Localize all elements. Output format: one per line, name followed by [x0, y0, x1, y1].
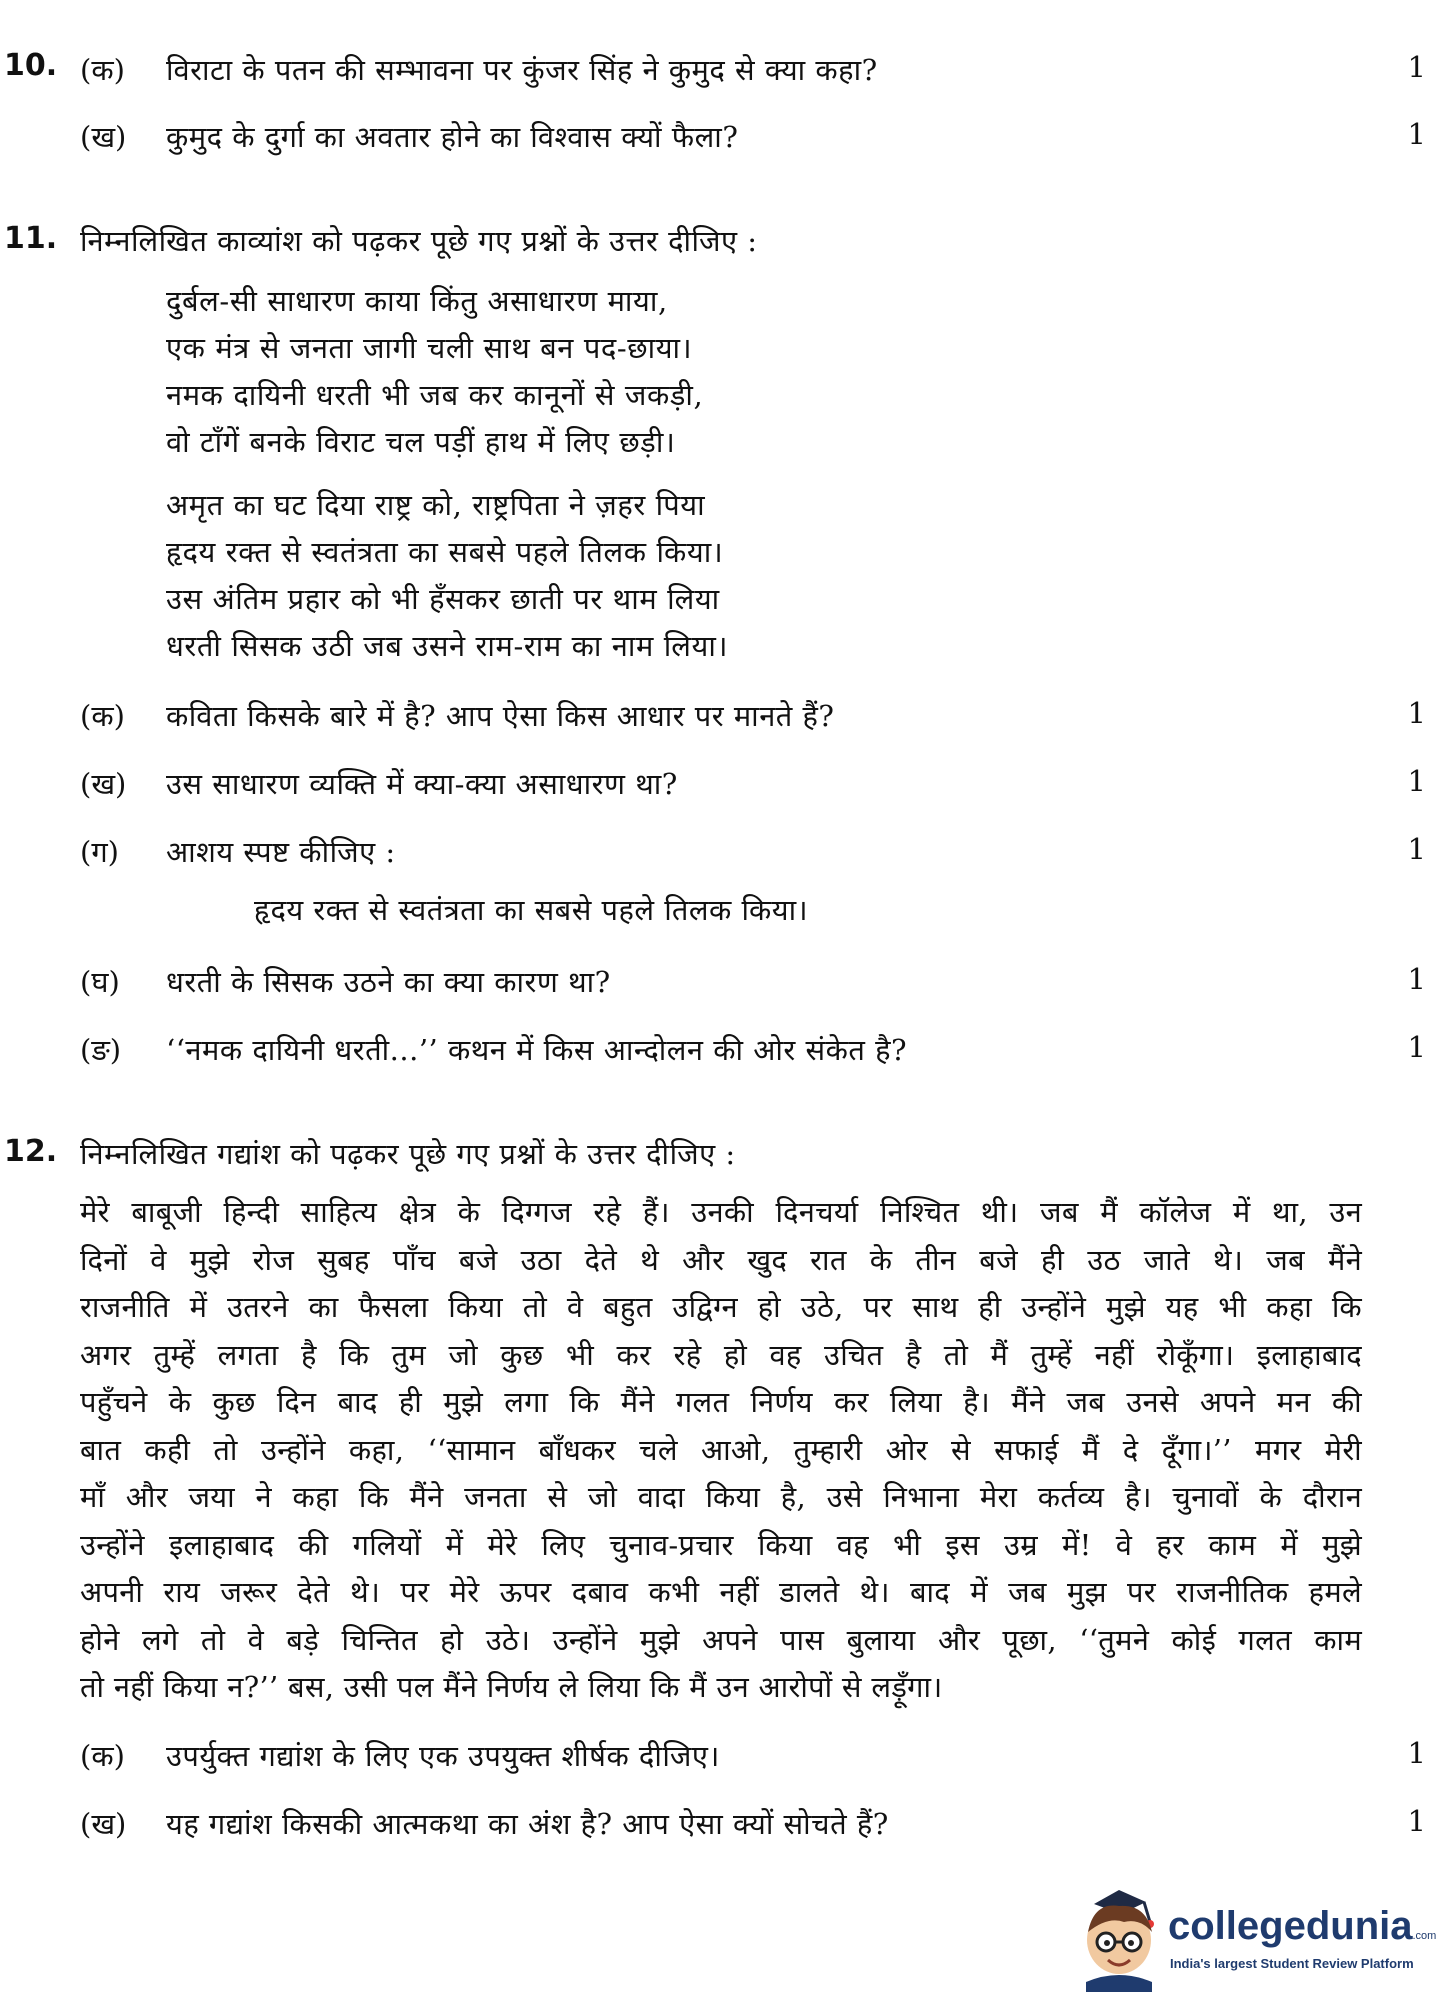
q10-part-a-label: (क): [80, 53, 125, 87]
q11-part-c-label: (ग): [80, 835, 119, 869]
passage-line: पहुँचने के कुछ दिन बाद ही मुझे लगा कि मैंने गलत निर्णय कर लिया है। मैंने जब उनसे अपने मन की: [80, 1385, 1362, 1419]
q12-part-a-marks: 1: [1407, 1736, 1426, 1770]
q11-part-e-label: (ङ): [80, 1033, 122, 1067]
poem-line: दुर्बल-सी साधारण काया किंतु असाधारण माया,: [166, 284, 668, 318]
passage-line: बात कही तो उन्होंने कहा, ‘‘सामान बाँधकर चले आओ, तुम्हारी ओर से सफाई मैं दे दूँगा।’’ मगर मेरी: [80, 1432, 1362, 1467]
q11-part-e-marks: 1: [1407, 1030, 1426, 1064]
logo-name: collegedunia: [1168, 1904, 1413, 1948]
q10-part-a-text: विराटा के पतन की सम्भावना पर कुंजर सिंह ने कुमुद से क्या कहा?: [166, 53, 878, 87]
q11-part-b-marks: 1: [1407, 764, 1426, 798]
q11-part-d-label: (घ): [80, 965, 120, 999]
passage-line: अगर तुम्हें लगता है कि तुम जो कुछ भी कर रहे हो वह उचित है तो मैं तुम्हें नहीं रोकूँगा। इलाहाबाद: [80, 1337, 1362, 1372]
q11-part-e-text: ‘‘नमक दायिनी धरती...’’ कथन में किस आन्दोलन की ओर संकेत है?: [166, 1033, 908, 1067]
passage-line: दिनों वे मुझे रोज सुबह पाँच बजे उठा देते थे और खुद रात के तीन बजे ही उठ जाते थे। जब मैंने: [80, 1242, 1362, 1277]
q10-part-b-label: (ख): [80, 120, 127, 154]
prose-passage: [80, 1189, 1362, 1712]
q12-part-a-text: उपर्युक्त गद्यांश के लिए एक उपयुक्त शीर्षक दीजिए।: [166, 1739, 720, 1773]
poem-line: उस अंतिम प्रहार को भी हँसकर छाती पर थाम लिया: [166, 582, 720, 616]
q11-part-a-marks: 1: [1407, 696, 1426, 730]
passage-line: तो नहीं किया न?’’ बस, उसी पल मैंने निर्णय ले लिया कि मैं उन आरोपों से लड़ूँगा।: [80, 1670, 943, 1704]
q12-instruction: निम्नलिखित गद्यांश को पढ़कर पूछे गए प्रश्नों के उत्तर दीजिए :: [80, 1137, 736, 1171]
q11-part-b-text: उस साधारण व्यक्ति में क्या-क्या असाधारण था?: [166, 767, 678, 801]
q11-part-a-label: (क): [80, 699, 125, 733]
q11-part-d-text: धरती के सिसक उठने का क्या कारण था?: [166, 965, 611, 999]
q10-part-b-text: कुमुद के दुर्गा का अवतार होने का विश्वास क्यों फैला?: [166, 120, 739, 154]
passage-line: होने लगे तो वे बड़े चिन्तित हो उठे। उन्होंने मुझे अपने पास बुलाया और पूछा, ‘‘तुमने कोई गलत काम: [80, 1622, 1362, 1657]
q11-part-c-text: आशय स्पष्ट कीजिए :: [166, 835, 396, 869]
poem-line: अमृत का घट दिया राष्ट्र को, राष्ट्रपिता ने ज़हर पिया: [166, 488, 706, 522]
poem-stanza-1: [166, 278, 703, 466]
passage-line: अपनी राय जरूर देते थे। पर मेरे ऊपर दबाव कभी नहीं डालते थे। बाद में जब मुझ पर राजनीतिक हमले: [80, 1575, 1362, 1609]
poem-line: हृदय रक्त से स्वतंत्रता का सबसे पहले तिलक किया।: [166, 535, 724, 569]
q11-part-b-label: (ख): [80, 767, 127, 801]
passage-line: माँ और जया ने कहा कि मैंने जनता से जो वादा किया है, उसे निभाना मेरा कर्तव्य है। चुनावों के दौरान: [80, 1480, 1362, 1514]
logo-suffix: .com: [1412, 1930, 1437, 1942]
logo-wordmark: [1168, 1904, 1436, 1949]
poem-line: एक मंत्र से जनता जागी चली साथ बन पद-छाया।: [166, 331, 693, 365]
logo-tagline: India's largest Student Review Platform: [1170, 1956, 1414, 1971]
poem-line: नमक दायिनी धरती भी जब कर कानूनों से जकड़ी,: [166, 378, 704, 412]
q10-part-a-marks: 1: [1407, 50, 1426, 84]
passage-line: मेरे बाबूजी हिन्दी साहित्य क्षेत्र के दिग्गज रहे हैं। उनकी दिनचर्या निश्चित थी। जब मैं कॉलेज में था, उन: [80, 1195, 1362, 1229]
passage-line: राजनीति में उतरने का फैसला किया तो वे बहुत उद्विग्न हो उठे, पर साथ ही उन्होंने मुझे यह भी कहा कि: [80, 1290, 1362, 1324]
q12-part-b-marks: 1: [1407, 1804, 1426, 1838]
mascot-icon: [1064, 1882, 1174, 1992]
question-number-12: 12.: [4, 1134, 58, 1169]
q11-quote-line: हृदय रक्त से स्वतंत्रता का सबसे पहले तिलक किया।: [254, 893, 809, 927]
q11-instruction: निम्नलिखित काव्यांश को पढ़कर पूछे गए प्रश्नों के उत्तर दीजिए :: [80, 224, 758, 258]
poem-line: धरती सिसक उठी जब उसने राम-राम का नाम लिया।: [166, 629, 729, 663]
q12-part-a-label: (क): [80, 1739, 125, 1773]
poem-line: वो टाँगें बनके विराट चल पड़ीं हाथ में लिए छड़ी।: [166, 425, 676, 459]
q11-part-c-marks: 1: [1407, 832, 1426, 866]
q10-part-b-marks: 1: [1407, 117, 1426, 151]
collegedunia-logo: [1064, 1882, 1437, 1992]
q11-part-a-text: कविता किसके बारे में है? आप ऐसा किस आधार पर मानते हैं?: [166, 699, 835, 733]
q11-part-d-marks: 1: [1407, 962, 1426, 996]
question-number-10: 10.: [4, 48, 58, 83]
passage-line: उन्होंने इलाहाबाद की गलियों में मेरे लिए चुनाव-प्रचार किया वह भी इस उम्र में! वे हर काम में मुझे: [80, 1527, 1362, 1562]
poem-stanza-2: [166, 482, 728, 670]
question-number-11: 11.: [4, 221, 58, 256]
q12-part-b-text: यह गद्यांश किसकी आत्मकथा का अंश है? आप ऐसा क्यों सोचते हैं?: [166, 1807, 889, 1841]
q12-part-b-label: (ख): [80, 1807, 127, 1841]
